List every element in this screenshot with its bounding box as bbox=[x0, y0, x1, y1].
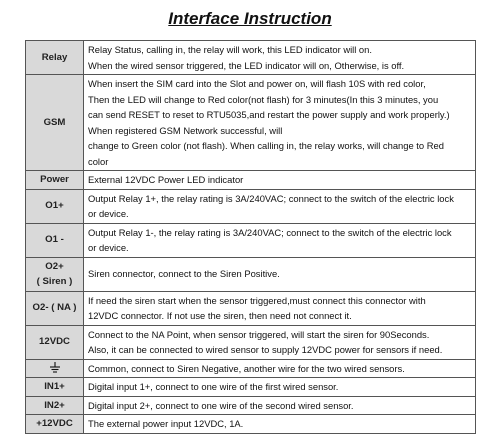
table-row bbox=[26, 171, 476, 190]
table-row bbox=[26, 41, 476, 75]
table-row bbox=[26, 325, 476, 359]
row-description-cell bbox=[84, 189, 476, 223]
table-row bbox=[26, 257, 476, 291]
row-label-cell bbox=[26, 291, 84, 325]
row-description-cell bbox=[84, 396, 476, 415]
ground-icon bbox=[49, 362, 61, 374]
row-description-cell bbox=[84, 325, 476, 359]
row-label-cell bbox=[26, 359, 84, 378]
description-line: Output Relay 1-, the relay rating is 3A/240VAC; connect to the switch of the electric lock bbox=[88, 226, 452, 238]
row-label-cell bbox=[26, 378, 84, 397]
row-label-cell bbox=[26, 189, 84, 223]
description-line: External 12VDC Power LED indicator bbox=[88, 174, 244, 185]
row-label: Power bbox=[40, 174, 69, 185]
row-description-cell bbox=[84, 291, 476, 325]
row-label: O1+ bbox=[45, 200, 64, 212]
description-line: Common, connect to Siren Negative, another wire for the two wired sensors. bbox=[88, 362, 405, 374]
table-row bbox=[26, 75, 476, 171]
description-line: or device. bbox=[88, 208, 129, 219]
row-label-cell bbox=[26, 325, 84, 359]
row-description-cell bbox=[84, 41, 476, 75]
description-line: Relay Status, calling in, the relay will work, this LED indicator will on. bbox=[88, 44, 372, 55]
description-line: change to Green color (not flash). When calling in, the relay works, will change to Red bbox=[88, 140, 444, 151]
row-description-cell bbox=[84, 359, 476, 378]
description-line: 12VDC connector. If not use the siren, then need not connect it. bbox=[88, 310, 352, 321]
row-label: IN2+ bbox=[44, 399, 65, 411]
row-label-cell bbox=[26, 223, 84, 257]
row-label: IN1+ bbox=[44, 381, 65, 392]
row-label: +12VDC bbox=[36, 418, 73, 429]
description-line: If need the siren start when the sensor triggered,must connect this connector with bbox=[88, 294, 426, 306]
table-row bbox=[26, 223, 476, 257]
row-label-cell bbox=[26, 257, 84, 291]
description-line: Also, it can be connected to wired sensor to supply 12VDC power for sensors if need. bbox=[88, 344, 443, 355]
table-row bbox=[26, 291, 476, 325]
table-row bbox=[26, 189, 476, 223]
description-line: Digital input 1+, connect to one wire of the first wired sensor. bbox=[88, 381, 339, 392]
row-label-cell bbox=[26, 75, 84, 171]
description-line: Output Relay 1+, the relay rating is 3A/240VAC; connect to the switch of the electric lock bbox=[88, 192, 454, 204]
description-line: Connect to the NA Point, when sensor triggered, will start the siren for 90Seconds. bbox=[88, 328, 430, 340]
description-line: color bbox=[88, 155, 109, 167]
row-label: O2- ( NA ) bbox=[32, 302, 77, 314]
description-line: Digital input 2+, connect to one wire of the second wired sensor. bbox=[88, 399, 354, 411]
description-line: When insert the SIM card into the Slot and power on, will flash 10S with red color, bbox=[88, 78, 426, 89]
description-line: When registered GSM Network successful, will bbox=[88, 124, 283, 136]
description-line: The external power input 12VDC, 1A. bbox=[88, 418, 244, 429]
table-row bbox=[26, 378, 476, 397]
description-line: Then the LED will change to Red color(not flash) for 3 minutes(In this 3 minutes, you bbox=[88, 93, 439, 105]
row-description-cell bbox=[84, 415, 476, 434]
row-label: GSM bbox=[43, 116, 66, 128]
row-label: O1 - bbox=[45, 234, 64, 246]
document-title: Interface Instruction bbox=[168, 9, 332, 28]
row-label-cell bbox=[26, 171, 84, 190]
interface-table-body bbox=[26, 41, 476, 434]
row-description-cell bbox=[84, 75, 476, 171]
table-row bbox=[26, 396, 476, 415]
row-label-secondary: ( Siren ) bbox=[36, 276, 73, 287]
row-label-cell bbox=[26, 415, 84, 434]
row-label: Relay bbox=[41, 51, 68, 63]
row-label: O2+ bbox=[45, 260, 64, 272]
table-row bbox=[26, 359, 476, 378]
row-label: 12VDC bbox=[39, 336, 70, 348]
table-row bbox=[26, 415, 476, 434]
row-description-cell bbox=[84, 257, 476, 291]
interface-table bbox=[25, 40, 476, 434]
row-label-cell bbox=[26, 41, 84, 75]
row-description-cell bbox=[84, 223, 476, 257]
row-label-cell bbox=[26, 396, 84, 415]
row-description-cell bbox=[84, 378, 476, 397]
description-line: can send RESET to reset to RTU5035,and restart the power supply and work properly.) bbox=[88, 109, 450, 120]
description-line: or device. bbox=[88, 242, 129, 253]
description-line: When the wired sensor triggered, the LED indicator will on, Otherwise, is off. bbox=[88, 59, 405, 71]
description-line: Siren connector, connect to the Siren Positive. bbox=[88, 268, 280, 280]
row-description-cell bbox=[84, 171, 476, 190]
